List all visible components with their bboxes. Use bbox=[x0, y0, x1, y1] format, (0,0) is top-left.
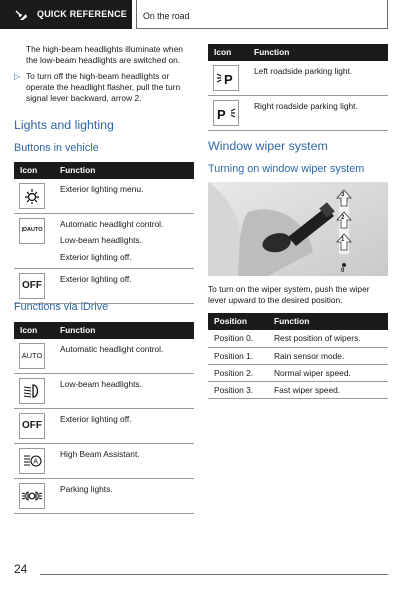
intro-paragraph: The high-beam headlights illuminate when the low-beam headlights are switched on. bbox=[26, 44, 183, 66]
table-row bbox=[208, 381, 388, 398]
position-cell: Position 1. bbox=[208, 347, 268, 364]
wiper-heading: Window wiper system bbox=[208, 139, 328, 153]
table-row bbox=[208, 61, 388, 96]
idrive-heading: Functions via iDrive bbox=[14, 301, 109, 313]
function-text: Parking lights. bbox=[60, 484, 113, 494]
table-row bbox=[208, 364, 388, 381]
table-row bbox=[14, 269, 194, 304]
col-position-header: Position bbox=[208, 313, 268, 330]
lights-off-icon: OFF bbox=[19, 273, 45, 299]
table-row bbox=[14, 409, 194, 444]
svg-text:P: P bbox=[224, 72, 233, 87]
auto-headlight-icon: AUTO bbox=[19, 343, 45, 369]
chapter-title: On the road bbox=[136, 0, 388, 29]
function-text: High Beam Assistant. bbox=[60, 449, 140, 459]
table-row bbox=[14, 444, 194, 479]
intro-bullet-text: To turn off the high-beam headlights or operate the headlight flasher, pull the turn signal lever backward, arrow 2. bbox=[26, 70, 181, 104]
function-cell: Fast wiper speed. bbox=[268, 381, 388, 398]
lights-heading: Lights and lighting bbox=[14, 118, 114, 132]
svg-text:A: A bbox=[33, 458, 39, 466]
section-title: QUICK REFERENCE bbox=[37, 9, 128, 20]
wiper-lever-photo bbox=[208, 182, 388, 276]
auto-headlight-icon: |D AUTO bbox=[19, 218, 45, 244]
col-icon-header: Icon bbox=[14, 322, 54, 339]
function-text: Exterior lighting off. bbox=[60, 274, 132, 285]
col-function-header: Function bbox=[54, 162, 194, 179]
col-icon-header: Icon bbox=[208, 44, 248, 61]
parking-light-table bbox=[208, 44, 388, 131]
section-tab bbox=[0, 0, 132, 29]
position-label-1: 1 bbox=[341, 237, 345, 243]
position-label-0: 0 bbox=[341, 268, 345, 274]
table-row bbox=[14, 479, 194, 514]
position-label-3: 3 bbox=[341, 192, 345, 198]
col-icon-header: Icon bbox=[14, 162, 54, 179]
wiper-paragraph: To turn on the wiper system, push the wiper lever upward to the desired position. bbox=[208, 284, 370, 306]
lights-off-icon: OFF bbox=[19, 413, 45, 439]
table-row bbox=[14, 374, 194, 409]
function-text: Exterior lighting off. bbox=[60, 414, 132, 424]
position-label-2: 2 bbox=[341, 215, 345, 221]
position-cell: Position 2. bbox=[208, 364, 268, 381]
high-beam-assistant-icon bbox=[19, 448, 45, 474]
function-text: Right roadside parking light. bbox=[254, 101, 358, 111]
low-beam-icon bbox=[19, 378, 45, 404]
position-cell: Position 0. bbox=[208, 330, 268, 347]
function-text: Left roadside parking light. bbox=[254, 66, 353, 76]
col-function-header: Function bbox=[248, 44, 388, 61]
left-column bbox=[14, 44, 194, 105]
bullet-arrow-icon: ▷ bbox=[14, 71, 21, 81]
function-text: Exterior lighting off. bbox=[60, 251, 132, 262]
table-row bbox=[208, 96, 388, 131]
wiper-subheading: Turning on window wiper system bbox=[208, 163, 365, 175]
page-number: 24 bbox=[14, 562, 28, 576]
col-function-header: Function bbox=[268, 313, 388, 330]
function-cell: Rest position of wipers. bbox=[268, 330, 388, 347]
function-text: Automatic headlight control. bbox=[60, 219, 164, 229]
parking-lights-icon bbox=[19, 483, 45, 509]
idrive-table bbox=[14, 322, 194, 514]
right-roadside-parking-light-icon bbox=[213, 100, 239, 126]
function-text: Low-beam headlights. bbox=[60, 379, 142, 389]
function-text: Exterior lighting menu. bbox=[60, 184, 144, 194]
buttons-heading: Buttons in vehicle bbox=[14, 142, 99, 154]
function-text: Low-beam headlights. bbox=[60, 235, 142, 246]
buttons-table bbox=[14, 162, 194, 304]
left-roadside-parking-light-icon bbox=[213, 65, 239, 91]
position-cell: Position 3. bbox=[208, 381, 268, 398]
table-row bbox=[208, 347, 388, 364]
table-row bbox=[208, 330, 388, 347]
intro-bullet bbox=[14, 71, 194, 105]
table-row bbox=[14, 339, 194, 374]
footer-divider bbox=[40, 574, 388, 575]
quick-reference-car-icon bbox=[14, 8, 28, 22]
table-row bbox=[14, 179, 194, 214]
wiper-position-table bbox=[208, 313, 388, 399]
function-cell: Rain sensor mode. bbox=[268, 347, 388, 364]
function-cell: Normal wiper speed. bbox=[268, 364, 388, 381]
svg-text:P: P bbox=[217, 107, 226, 122]
exterior-lighting-menu-icon bbox=[19, 183, 45, 209]
col-function-header: Function bbox=[54, 322, 194, 339]
table-row bbox=[14, 214, 194, 269]
function-text: Automatic headlight control. bbox=[60, 344, 164, 354]
